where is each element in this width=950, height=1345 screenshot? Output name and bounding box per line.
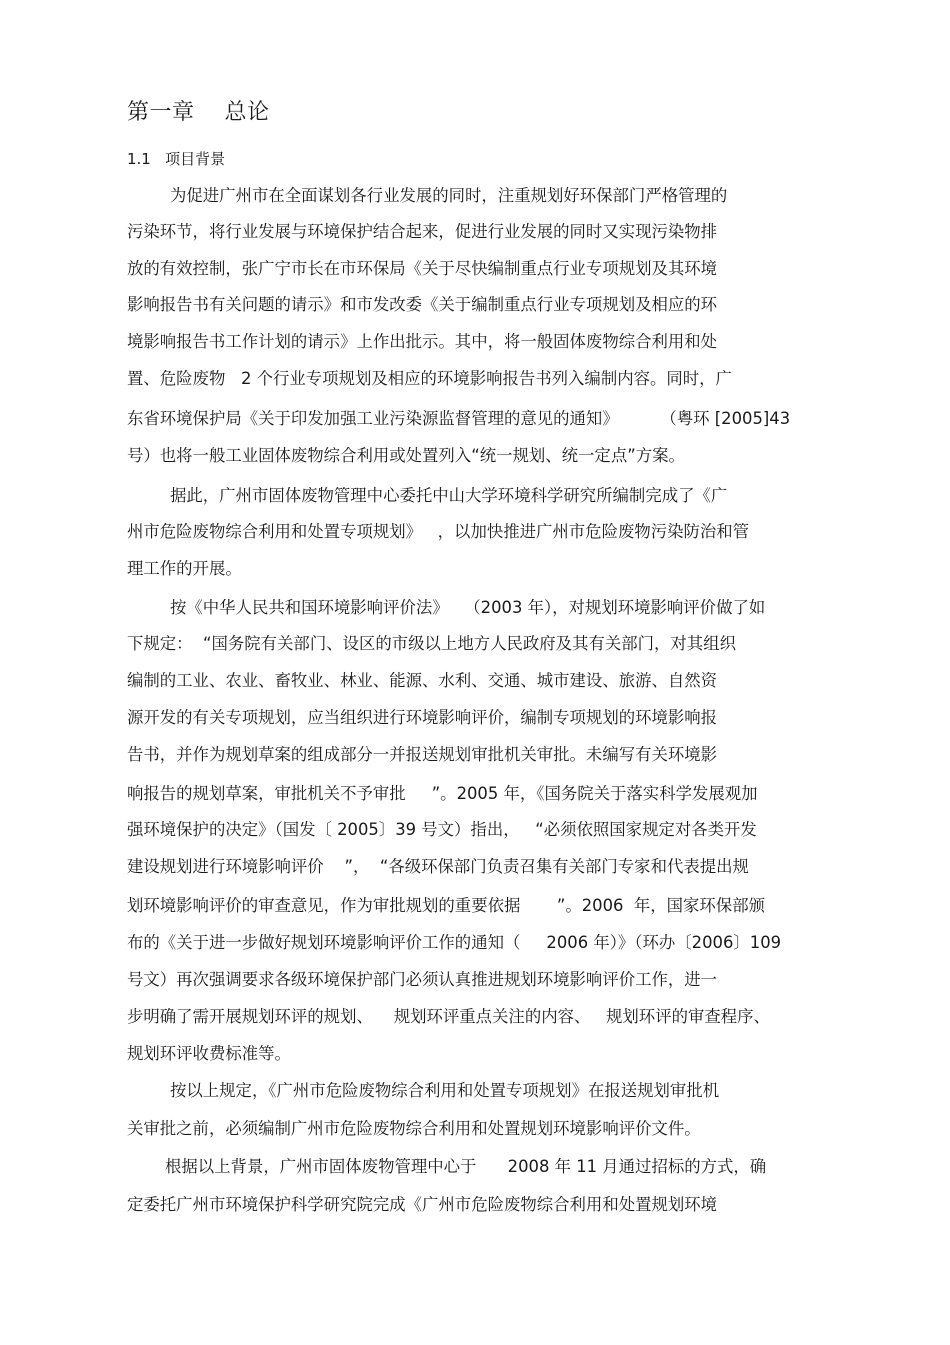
text-line: 规划环评收费标准等。 xyxy=(127,1044,291,1063)
text-line: 划环境影响评价的审查意见，作为审批规划的重要依据 ”。2006 年，国家环保部颁 xyxy=(127,896,765,915)
text-line: 编制的工业、农业、畜牧业、林业、能源、水利、交通、城市建设、旅游、自然资 xyxy=(127,671,718,690)
text-line: 污染环节，将行业发展与环境保护结合起来，促进行业发展的同时又实现污染物排 xyxy=(127,222,718,241)
text-line: 放的有效控制，张广宁市长在市环保局《关于尽快编制重点行业专项规划及其环境 xyxy=(127,259,718,278)
text-line: 按《中华人民共和国环境影响评价法》 （2003 年），对规划环境影响评价做了如 xyxy=(170,598,766,617)
text-line: 源开发的有关专项规划，应当组织进行环境影响评价，编制专项规划的环境影响报 xyxy=(127,708,718,727)
text-line: 布的《关于进一步做好规划环境影响评价工作的通知（ 2006 年）》（环办〔2006〕109 xyxy=(127,933,782,952)
text-line: 下规定： “国务院有关部门、设区的市级以上地方人民政府及其有关部门，对其组织 xyxy=(127,634,736,653)
section-heading: 1.1 项目背景 xyxy=(127,150,226,168)
text-line: 东省环境保护局《关于印发加强工业污染源监督管理的意见的通知》 （粤环 [2005]43 xyxy=(127,409,791,428)
text-line: 置、危险废物 2 个行业专项规划及相应的环境影响报告书列入编制内容。同时，广 xyxy=(127,369,732,388)
text-line: 州市危险废物综合利用和处置专项规划》 ，以加快推进广州市危险废物污染防治和管 xyxy=(127,522,750,541)
text-line: 步明确了需开展规划环评的规划、 规划环评重点关注的内容、 规划环评的审查程序、 xyxy=(127,1007,770,1026)
text-line: 响报告的规划草案，审批机关不予审批 ”。2005 年，《国务院关于落实科学发展观加 xyxy=(127,784,758,803)
text-line: 号文）再次强调要求各级环境保护部门必须认真推进规划环境影响评价工作，进一 xyxy=(127,970,718,989)
text-line: 影响报告书有关问题的请示》和市发改委《关于编制重点行业专项规划及相应的环 xyxy=(127,295,718,314)
text-line: 为促进广州市在全面谋划各行业发展的同时，注重规划好环保部门严格管理的 xyxy=(170,186,728,205)
text-line: 建设规划进行环境影响评价 ”， “各级环保部门负责召集有关部门专家和代表提出规 xyxy=(127,857,749,876)
text-line: 号）也将一般工业固体废物综合利用或处置列入“统一规划、统一定点”方案。 xyxy=(127,446,685,465)
text-line: 告书，并作为规划草案的组成部分一并报送规划审批机关审批。未编写有关环境影 xyxy=(127,745,718,764)
text-line: 理工作的开展。 xyxy=(127,559,242,578)
text-line: 境影响报告书工作计划的请示》上作出批示。其中，将一般固体废物综合利用和处 xyxy=(127,332,718,351)
text-line: 关审批之前，必须编制广州市危险废物综合利用和处置规划环境影响评价文件。 xyxy=(127,1119,701,1138)
chapter-title: 第一章 总论 xyxy=(127,100,270,125)
text-line: 定委托广州市环境保护科学研究院完成《广州市危险废物综合利用和处置规划环境 xyxy=(127,1195,718,1214)
text-line: 强环境保护的决定》（国发〔 2005〕39 号文）指出， “必须依照国家规定对各类开发 xyxy=(127,820,757,839)
text-line: 据此，广州市固体废物管理中心委托中山大学环境科学研究所编制完成了《广 xyxy=(170,486,728,505)
text-line: 按以上规定，《广州市危险废物综合利用和处置专项规划》在报送规划审批机 xyxy=(170,1081,720,1100)
text-line: 根据以上背景，广州市固体废物管理中心于 2008 年 11 月通过招标的方式，确 xyxy=(165,1157,767,1176)
